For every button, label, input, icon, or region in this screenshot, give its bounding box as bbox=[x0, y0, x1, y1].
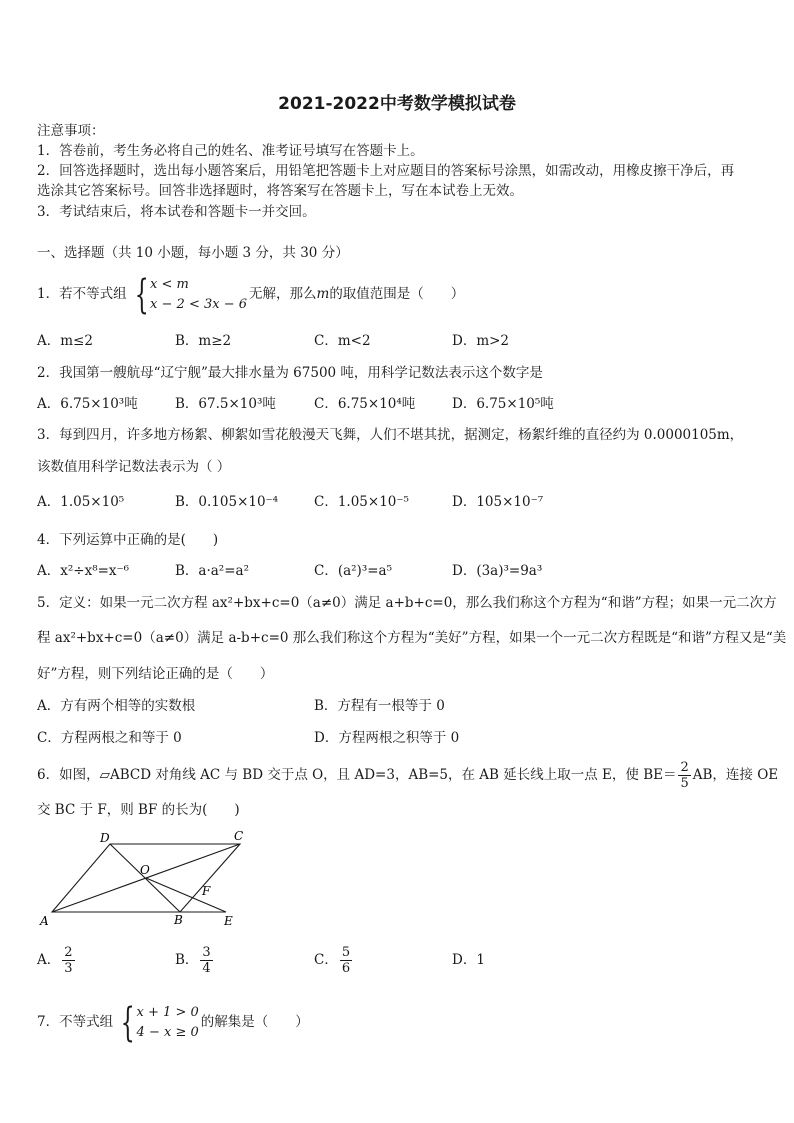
q6-option-c-label: C． bbox=[314, 952, 338, 968]
q6-option-c-frac bbox=[340, 945, 352, 976]
question-1 bbox=[37, 272, 464, 317]
q7-row1: x + 1 > 0 bbox=[136, 1005, 199, 1020]
q5-option-c: C．方程两根之和等于 0 bbox=[37, 730, 182, 746]
label-a: A bbox=[40, 914, 49, 928]
q1-suffix-b: 的取值范围是（ ） bbox=[329, 286, 465, 302]
segment-oe bbox=[146, 878, 226, 912]
question-7 bbox=[37, 999, 309, 1046]
question-6-line-2: 交 BC 于 F，则 BF 的长为( ) bbox=[37, 802, 240, 818]
label-f: F bbox=[202, 884, 211, 898]
page-title: 2021-2022中考数学模拟试卷 bbox=[278, 94, 516, 114]
q1-suffix-a: 无解，那么 bbox=[249, 286, 317, 302]
q1-option-c: C．m<2 bbox=[314, 333, 371, 349]
q1-row2: x − 2 < 3x − 6 bbox=[150, 297, 247, 312]
question-3-line-1: 3．每到四月，许多地方杨絮、柳絮如雪花般漫天飞舞，人们不堪其扰，据测定，杨絮纤维的直径约为 0.0000105m， bbox=[37, 427, 744, 443]
q3-option-d: D．105×10⁻⁷ bbox=[452, 494, 544, 510]
question-3-line-2: 该数值用科学记数法表示为（ ） bbox=[37, 459, 231, 475]
q4-option-a: A．x²÷x⁸=x⁻⁶ bbox=[37, 563, 130, 579]
q1-system: { x < m x − 2 < 3x − 6 bbox=[134, 272, 247, 318]
question-6-line-1 bbox=[37, 758, 778, 792]
q6-text-a: 6．如图，▱ABCD 对角线 AC 与 BD 交于点 O，且 AD=3，AB=5，在 AB 延长线上取一点 E，使 BE＝ bbox=[37, 767, 677, 783]
q6-frac-num: 2 bbox=[680, 760, 689, 775]
q6-option-a-num: 2 bbox=[64, 945, 73, 960]
notes-heading: 注意事项： bbox=[37, 123, 105, 139]
q3-option-a: A．1.05×10⁵ bbox=[37, 494, 125, 510]
q6-option-c-den: 6 bbox=[341, 961, 351, 976]
parallelogram-figure bbox=[36, 828, 256, 928]
q1-var: m bbox=[316, 286, 330, 302]
q6-option-b-num: 3 bbox=[202, 945, 211, 960]
q6-option-b-frac bbox=[200, 945, 212, 976]
q6-option-b-den: 4 bbox=[202, 961, 211, 976]
q1-prefix: 1．若不等式组 bbox=[37, 286, 127, 302]
q6-option-c-num: 5 bbox=[341, 945, 351, 960]
q2-option-d: D．6.75×10⁵吨 bbox=[452, 396, 554, 412]
question-4: 4．下列运算中正确的是( ) bbox=[37, 532, 219, 548]
q6-option-d: D．1 bbox=[452, 952, 485, 968]
q6-frac-den: 5 bbox=[680, 776, 689, 791]
q6-option-a-label: A． bbox=[37, 952, 61, 968]
question-2: 2．我国第一艘航母“辽宁舰”最大排水量为 67500 吨，用科学记数法表示这个数字是 bbox=[37, 365, 543, 381]
q6-option-c bbox=[314, 942, 354, 978]
q6-option-a bbox=[37, 942, 77, 978]
q5-option-a: A．方有两个相等的实数根 bbox=[37, 698, 196, 714]
q6-fraction bbox=[678, 760, 690, 791]
q1-row1: x < m bbox=[150, 277, 189, 292]
label-e: E bbox=[224, 914, 233, 928]
q6-text-b: AB，连接 OE bbox=[692, 767, 779, 783]
q7-suffix: 的解集是（ ） bbox=[200, 1014, 309, 1030]
label-c: C bbox=[234, 829, 244, 843]
q1-option-a: A．m≤2 bbox=[37, 333, 93, 349]
q1-option-b: B．m≥2 bbox=[175, 333, 232, 349]
q3-option-c: C．1.05×10⁻⁵ bbox=[314, 494, 409, 510]
q4-option-b: B．a·a²=a² bbox=[175, 563, 249, 579]
q5-option-d: D．方程两根之积等于 0 bbox=[314, 730, 460, 746]
label-d: D bbox=[100, 831, 110, 845]
section-heading: 一、选择题（共 10 小题，每小题 3 分，共 30 分） bbox=[37, 245, 349, 261]
q5-option-b: B．方程有一根等于 0 bbox=[314, 698, 445, 714]
q6-option-b-label: B． bbox=[175, 952, 199, 968]
q2-option-a: A．6.75×10³吨 bbox=[37, 396, 138, 412]
q7-prefix: 7．不等式组 bbox=[37, 1014, 114, 1030]
question-5-line-1: 5．定义：如果一元二次方程 ax²+bx+c=0（a≠0）满足 a+b+c=0，那么我们称这个方程为“和谐”方程；如果一元二次方 bbox=[37, 595, 777, 611]
label-o: O bbox=[140, 863, 150, 877]
diagonal-bd bbox=[110, 844, 180, 912]
q1-option-d: D．m>2 bbox=[452, 333, 510, 349]
q6-option-b bbox=[175, 942, 215, 978]
note-item-3: 3．考试结束后，将本试卷和答题卡一并交回。 bbox=[37, 204, 316, 220]
question-5-line-2: 程 ax²+bx+c=0（a≠0）满足 a-b+c=0 那么我们称这个方程为“美好”方程，如果一个一元二次方程既是“和谐”方程又是“美 bbox=[37, 630, 787, 646]
q7-row2: 4 − x ≥ 0 bbox=[136, 1025, 199, 1040]
note-item-1: 1．答卷前，考生务必将自己的姓名、准考证号填写在答题卡上。 bbox=[37, 143, 424, 159]
label-b: B bbox=[174, 913, 183, 927]
q2-option-b: B．67.5×10³吨 bbox=[175, 396, 276, 412]
q3-option-b: B．0.105×10⁻⁴ bbox=[175, 494, 279, 510]
q6-option-a-frac bbox=[62, 945, 74, 976]
q7-system: { x + 1 > 0 4 − x ≥ 0 bbox=[120, 1000, 199, 1046]
question-5-line-3: 好”方程，则下列结论正确的是（ ） bbox=[37, 666, 274, 682]
q6-option-a-den: 3 bbox=[64, 961, 73, 976]
q4-option-c: C．(a²)³=a⁵ bbox=[314, 563, 393, 579]
note-item-2-cont: 选涂其它答案标号。回答非选择题时，将答案写在答题卡上，写在本试卷上无效。 bbox=[37, 183, 523, 199]
note-item-2: 2．回答选择题时，选出每小题答案后，用铅笔把答题卡上对应题目的答案标号涂黑，如需改动，用橡皮擦干净后，再 bbox=[37, 163, 735, 179]
q2-option-c: C．6.75×10⁴吨 bbox=[314, 396, 416, 412]
q4-option-d: D．(3a)³=9a³ bbox=[452, 563, 543, 579]
